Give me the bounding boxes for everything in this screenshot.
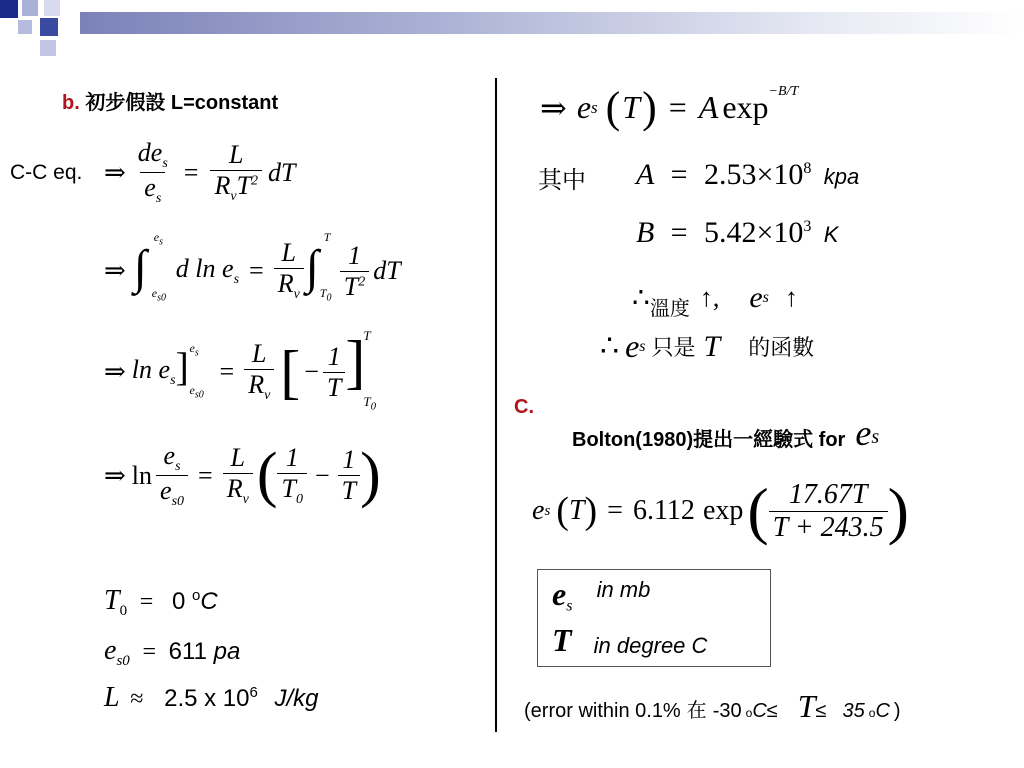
header-square-lavender-3: [40, 40, 56, 56]
up-arrow-icon-2: ↑: [784, 282, 798, 312]
constant-B-line: $B = 5.42\times 10^3$ K: [636, 216, 839, 249]
bolton-title: Bolton(1980)提出一經驗式 for e s: [572, 413, 880, 453]
section-b-heading: [62, 86, 278, 115]
constant-L: L ≈ 2.5 x $10^6$ J/kg: [104, 682, 319, 713]
where-label: 其中: [538, 167, 586, 194]
constant-es0: $e_{s0} = 611$ pa: [104, 635, 241, 669]
function-of-T-statement: ∴ e s 只是 T 的函數: [600, 328, 815, 364]
header-square-lavender-2: [18, 20, 32, 34]
units-es-row: $e_s$ in mb: [552, 576, 651, 615]
up-arrow-icon: ↑: [699, 282, 713, 312]
header-square-blue-large: [0, 0, 18, 18]
equation-evaluated: ⇒ $\ln e_s$ ] $e_s$ $e_{s0}$ = $\frac{L}{R_v}$ [ − $\frac{1}{T}$ ] T $T_0$: [104, 328, 377, 413]
implies-symbol: ⇒: [104, 157, 126, 187]
cc-eq-label: C-C eq.: [10, 161, 83, 184]
fraction-L-RvT2: $\frac{L}{R_vT^2}$: [210, 140, 262, 205]
section-c-label: C.: [514, 396, 534, 418]
units-T-row: T in degree C: [552, 622, 708, 658]
section-b-title: 初步假設 L=constant: [85, 92, 279, 114]
column-divider: [495, 78, 497, 732]
header-gradient-bar: [80, 12, 1024, 34]
constant-A-line: $A = 2.53\times 10^8$ kpa: [636, 158, 860, 191]
fraction-des-es: $\frac{de_s}{e_s}$: [137, 138, 168, 207]
units-box: [537, 569, 771, 667]
header-square-lavender: [22, 0, 38, 16]
equation-cc: ⇒ $\frac{de_s}{e_s}$ = $\frac{L}{R_vT^2}$ dT: [104, 138, 296, 207]
error-note: (error within 0.1% 在 -30 o C≤ T ≤ 35 o C ): [524, 688, 901, 724]
equation-bolton: e s ( T ) = 6.112 exp ( $\frac{17.67T}{T + 243.5}$ ): [532, 475, 909, 546]
section-b-label: b.: [62, 92, 80, 114]
equation-final-ln: ⇒ ln $\frac{e_s}{e_{s0}}$ = $\frac{L}{R_v}$ ( $\frac{1}{T_0}$ − $\frac{1}{T}$ ): [104, 440, 381, 510]
equation-es-exp: ⇒ e s ( T ) = A exp −B/T: [540, 83, 799, 132]
temperature-implication: ∴ 溫度 ↑ , e s ↑: [632, 280, 798, 320]
constant-T0: $T_0 = 0$ $^o$C: [104, 585, 218, 619]
header-square-light: [44, 0, 60, 16]
header-square-blue-mid: [40, 18, 58, 36]
equation-integral: ⇒ ∫ $e_s$ $e_{s0}$ d $\ln e_s$ = $\frac{L}{R_v}$ ∫ T $T_0$ $\frac{1}{T^2}$ dT: [104, 230, 401, 304]
